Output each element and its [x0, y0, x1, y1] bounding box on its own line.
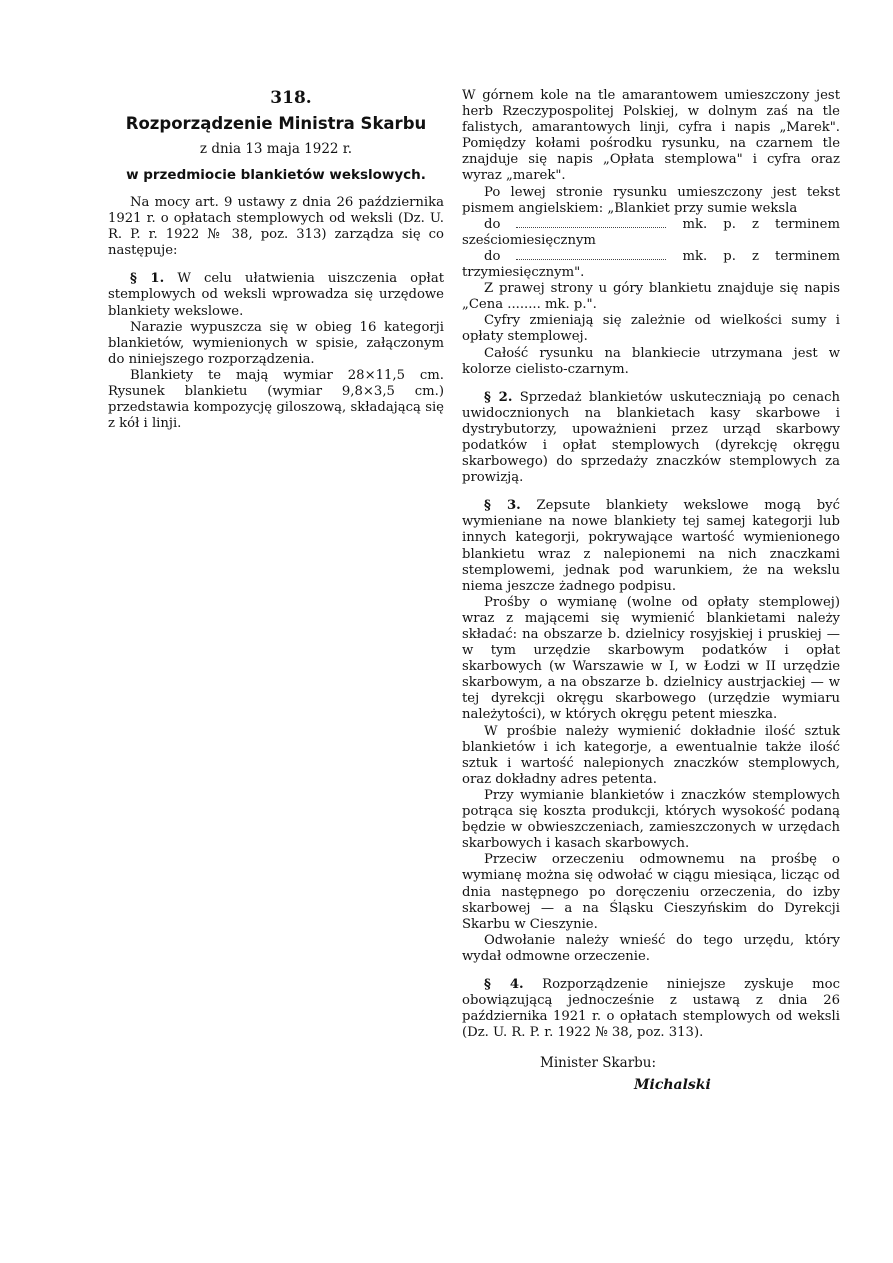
right-column: [462, 88, 840, 1093]
line-six-month: do mk. p. z terminem sześciomiesięcznym: [462, 216, 840, 248]
paragraph-color: Całość rysunku na blankiecie utrzymana jest w kolorze cielisto-czarnym.: [462, 345, 840, 377]
paragraph-dimensions: Blankiety te mają wymiar 28×11,5 cm. Rysunek blankietu (wymiar 9,8×3,5 cm.) przedstawia kompozycję giloszową, składającą się z kół i linji.: [108, 367, 444, 432]
paragraph-herb: W górnem kole na tle amarantowem umieszczony jest herb Rzeczypospolitej Polskiej, w dolnym zaś na tle falistych, amarantowych linji, cyfra i napis „Marek". Pomiędzy kołami pośrodku rysunku, na czarnem tle znajduje się napis „Opłata stemplowa" i cyfra oraz wyraz „marek".: [462, 88, 840, 184]
paragraph-digits: Cyfry zmieniają się zależnie od wielkości sumy i opłaty stemplowej.: [462, 313, 840, 345]
act-title: Rozporządzenie Ministra Skarbu: [125, 114, 427, 133]
section-4: § 4. Rozporządzenie niniejsze zyskuje moc obowiązującą jednocześnie z ustawą z dnia 26 października 1921 r. o opłatach stemplowych od weksli (Dz. U. R. P. r. 1922 № 38, poz. 313).: [462, 976, 840, 1041]
paragraph-request-contents: W prośbie należy wymienić dokładnie ilość sztuk blankietów i ich kategorje, a ewentualnie także ilość sztuk i wartość nalepionych znaczków stemplowych, oraz dokładny adres petenta.: [462, 723, 840, 787]
section-4-label: § 4.: [484, 976, 524, 992]
section-2-label: § 2.: [484, 389, 513, 405]
section-1: [108, 271, 444, 319]
section-1-text: W celu ułatwienia uiszczenia opłat stemplowych od weksli wprowadza się urzędowe blankiety wekslowe.: [108, 271, 444, 319]
act-number: 318.: [270, 88, 312, 108]
line-three-month: do mk. p. z terminem trzymiesięcznym".: [462, 248, 840, 281]
signature-name: Michalski: [634, 1077, 711, 1094]
paragraph-price: Z prawej strony u góry blankietu znajduje się napis „Cena ........ mk. p.".: [462, 281, 840, 313]
act-date: z dnia 13 maja 1922 r.: [199, 141, 353, 157]
paragraph-appeal: Przeciw orzeczeniu odmownemu na prośbę o wymianę można się odwołać w ciągu miesiąca, licząc od dnia następnego po doręczeniu orzeczenia, do izby skarbowej — a na Śląsku Cieszyńskim do Dyrekcji Skarbu w Cieszynie.: [462, 852, 840, 932]
blank-line: [516, 218, 666, 228]
paragraph-left-side-text: Po lewej stronie rysunku umieszczony jest tekst pismem angielskiem: „Blankiet przy sumie weksla: [462, 184, 840, 216]
section-1-label: § 1.: [130, 271, 165, 287]
section-3: § 3. Zepsute blankiety wekslowe mogą być wymieniane na nowe blankiety tej samej kategorji lub innych kategorji, pokrywające wartość wymienionego blankietu wraz z nalepionemi na nich znaczkami stemplowemi, jednak pod warunkiem, że na wekslu niema jeszcze żadnego podpisu.: [462, 498, 840, 594]
paragraph-costs: Przy wymianie blankietów i znaczków stemplowych potrąca się koszta produkcji, których wysokość podaną będzie w obwieszczeniach, zamieszczonych w urzędach skarbowych i kasach skarbowych.: [462, 787, 840, 852]
section-3-label: § 3.: [484, 498, 521, 514]
act-subject: w przedmiocie blankietów wekslowych.: [126, 167, 426, 183]
blank-line: [516, 250, 666, 260]
left-column: [108, 88, 444, 432]
paragraph-categories: Narazie wypuszcza się w obieg 16 kategorji blankietów, wymienionych w spisie, załączonym do niniejszego rozporządzenia.: [108, 319, 444, 367]
signature-title: Minister Skarbu:: [540, 1055, 657, 1072]
intro-paragraph: Na mocy art. 9 ustawy z dnia 26 października 1921 r. o opłatach stemplowych od weksli (Dz. U. R. P. r. 1922 № 38, poz. 313) zarządza się co następuje:: [108, 195, 444, 259]
paragraph-appeal-office: Odwołanie należy wnieść do tego urzędu, który wydał odmowne orzeczenie.: [462, 932, 840, 964]
paragraph-requests: Prośby o wymianę (wolne od opłaty stemplowej) wraz z mającemi się wymienić blankietami należy składać: na obszarze b. dzielnicy rosyjskiej i pruskiej — w tym urzędzie skarbowym podatków i opłat skarbowych (w Warszawie w I, w Łodzi w II urzędzie skarbowym, a na obszarze b. dzielnicy austrjackiej — w tej dyrekcji okręgu skarbowego (urzędzie wymiaru należytości), w których okręgu petent mieszka.: [462, 594, 840, 723]
section-2: § 2. Sprzedaż blankietów uskuteczniają po cenach uwidocznionych na blankietach kasy skarbowe i dystrybutorzy, upoważnieni przez urząd skarbowy podatków i opłat stemplowych (dyrekcję okręgu skarbowego) do sprzedaży znaczków stemplowych za prowizją.: [462, 389, 840, 486]
